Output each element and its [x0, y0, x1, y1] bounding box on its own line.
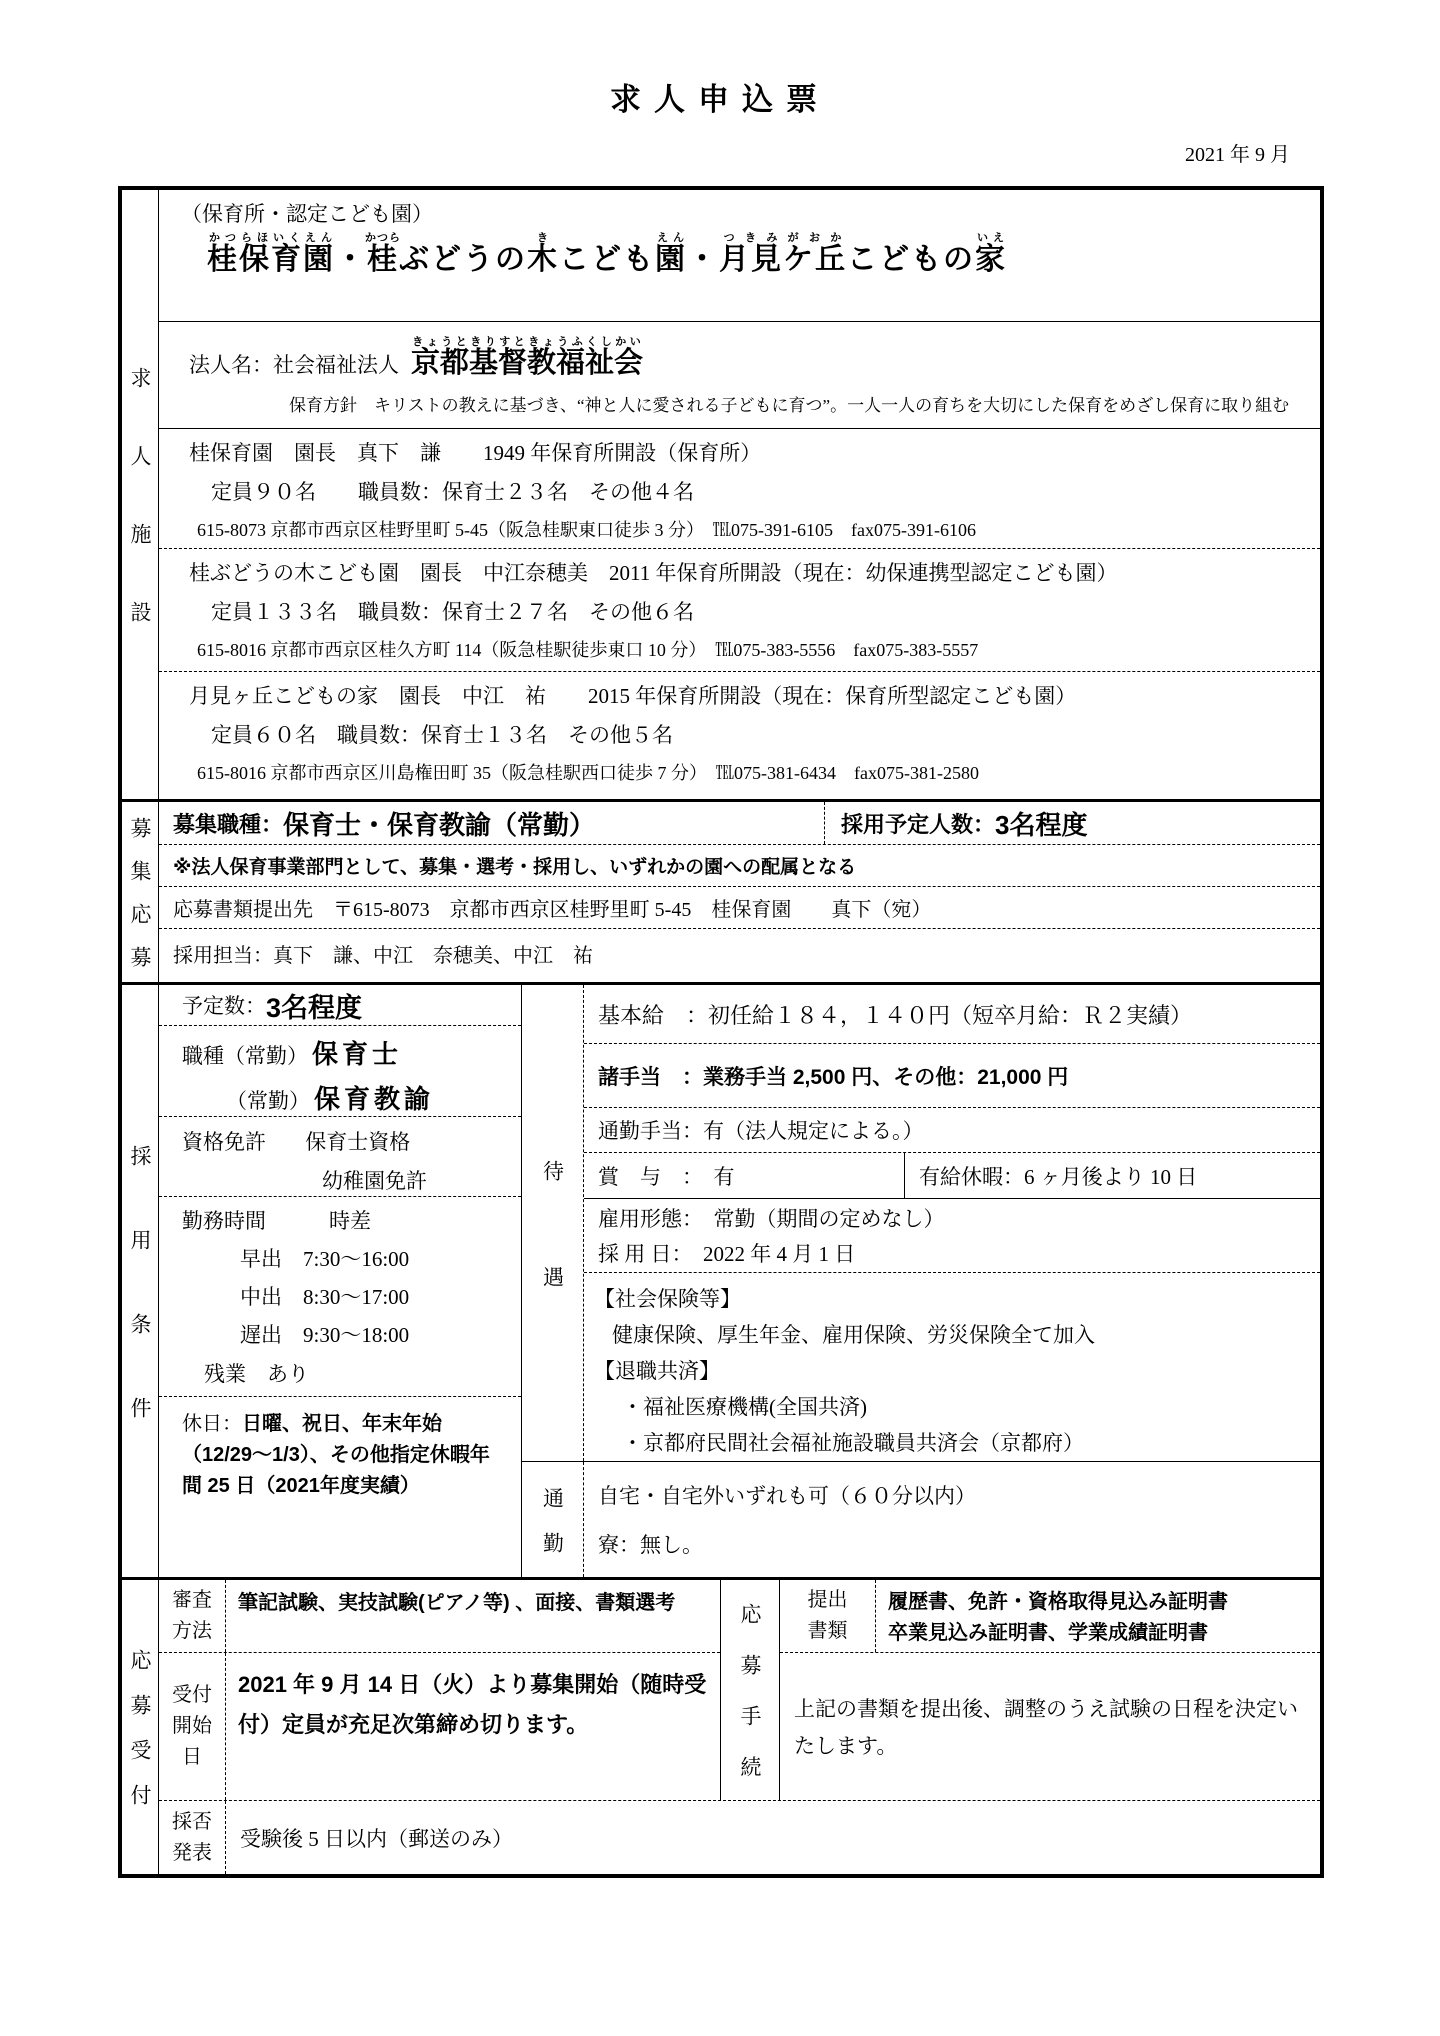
section-obo-uketsuke [122, 1577, 1320, 1874]
corporation-line [189, 336, 1310, 381]
base-salary-row: 基本給 ：初任給１８４，１４０円（短卒月給：Ｒ２実績） [584, 985, 1320, 1044]
employment-type-row [584, 1198, 1320, 1272]
qualification-label: 資格免許 [182, 1130, 266, 1154]
facility-2-address: 615-8016 京都市西京区桂久方町 114（阪急桂駅徒歩東口 10 分） ℡075-383-5556 fax075-383-5557 [197, 640, 979, 660]
facility-1-overview: 桂保育園 園長 真下 謙 1949 年保育所開設（保育所） [189, 441, 762, 465]
submit-documents-line-1: 履歴書、免許・資格取得見込み証明書 [888, 1591, 1228, 1613]
submit-documents-row [780, 1580, 1320, 1652]
qualification-line-1 [182, 1126, 521, 1156]
holidays-value: 日曜、祝日、年末年始（12/29～1/3）、その他指定休暇年間 25 日（2021年度実績） [182, 1413, 490, 1497]
band-label-obo-tetsuzuki: 応募手続 [720, 1580, 780, 1800]
qualification-cell [159, 1117, 521, 1197]
band-label-kyujin-shisetsu: 求人施設 [122, 190, 159, 799]
allowances-row: 諸手当 ：業務手当 2,500 円、その他：21,000 円 [584, 1044, 1320, 1107]
form-title: 求人申込票 [610, 82, 830, 117]
facility-1-capacity: 定員９０名 職員数：保育士２３名 その他４名 [211, 480, 694, 504]
screening-method-label: 審査方法 [159, 1580, 226, 1652]
holidays-label: 休日： [182, 1413, 242, 1435]
submit-documents-value [876, 1580, 1320, 1652]
band-label-boshu-obo: 募集応募 [122, 802, 159, 982]
uketsuke-right-column [780, 1580, 1320, 1800]
recruit-type-row [159, 802, 1320, 844]
facility-1-address: 615-8073 京都市西京区桂野里町 5-45（阪急桂駅東口徒歩 3 分） ℡075-391-6105 fax075-391-6106 [197, 520, 976, 540]
corporation-name: 京都基督教福祉会きょうときりすときょうふくしかい [411, 336, 644, 379]
job-type-line-2: （常勤） 保育教諭 [226, 1084, 435, 1114]
assignment-note: ※法人保育事業部門として、募集・選考・採用し、いずれかの園への配属となる [159, 844, 1320, 886]
insurance-cell [584, 1272, 1320, 1461]
working-hours-cell [159, 1197, 521, 1397]
screening-method-row [159, 1580, 720, 1652]
band-label-taigu: 待遇 [522, 985, 584, 1461]
commute-content [584, 1462, 1320, 1577]
facility-2-overview: 桂ぶどうの木こども園 園長 中江奈穂美 2011 年保育所開設（現在：幼保連携型認定こども園） [189, 561, 1118, 585]
corporation-label: 法人名：社会福祉法人 [189, 353, 399, 377]
commute-line-2: 寮：無し。 [598, 1532, 703, 1557]
uketsuke-left-column [159, 1580, 720, 1800]
result-announcement-value: 受験後 5 日以内（郵送のみ） [240, 1826, 513, 1851]
recruit-type-cell [159, 802, 824, 844]
result-announcement-row [159, 1800, 1320, 1874]
joken-content [159, 985, 1320, 1577]
benefits-content [584, 985, 1320, 1461]
facility-3-details [159, 672, 1320, 799]
shift-late: 遅出 9:30～18:00 [240, 1323, 410, 1347]
planned-count-label: 予定数： [182, 994, 266, 1018]
recruit-type-value: 保育士・保育教諭（常勤） [283, 809, 596, 840]
uketsuke-upper-rows [159, 1580, 1320, 1807]
planned-hires-label: 採用予定人数： [841, 811, 996, 837]
result-announcement-label: 採否発表 [159, 1801, 226, 1874]
retirement-mutual-item-2: ・京都府民間社会福祉施設職員共済会（京都府） [622, 1431, 1084, 1455]
job-type-cell [159, 1026, 521, 1117]
facility-1-details [159, 429, 1320, 549]
commute-line-1: 自宅・自宅外いずれも可（６０分以内） [598, 1484, 976, 1509]
paid-leave-cell: 有給休暇：6 ヶ月後より 10 日 [904, 1153, 1320, 1198]
facility-3-capacity: 定員６０名 職員数：保育士１３名 その他５名 [211, 723, 673, 747]
form-date: 2021 年 9 月 [1185, 144, 1290, 166]
commute-section [522, 1461, 1320, 1577]
overtime-note: 残業 あり [204, 1362, 309, 1386]
facility-3-overview: 月見ヶ丘こどもの家 園長 中江 祐 2015 年保育所開設（現在：保育所型認定こども園） [189, 684, 1077, 708]
facility-category: （保育所・認定こども園） [181, 202, 433, 226]
facility-2-capacity: 定員１３３名 職員数：保育士２７名 その他６名 [211, 600, 694, 624]
acceptance-start-label: 受付開始日 [159, 1653, 226, 1800]
acceptance-start-value: 2021 年 9 月 14 日（火）より募集開始（随時受付）定員が充足次第締め切ります。 [238, 1672, 707, 1737]
joken-right-column [522, 985, 1320, 1577]
submit-documents-label: 提出書類 [780, 1580, 876, 1652]
working-hours-title: 勤務時間 時差 [182, 1209, 371, 1233]
joken-left-column [159, 985, 522, 1577]
facility-3-address: 615-8016 京都市西京区川島権田町 35（阪急桂駅西口徒歩 7 分） ℡075-381-6434 fax075-381-2580 [197, 763, 979, 783]
retirement-mutual-title: 【退職共済】 [594, 1359, 720, 1383]
section-saiyo-joken [122, 982, 1320, 1577]
facility-name: 桂保育園かつらほいくえん・桂かつらぶどうの木きこども園えん・月見ケ丘つきみがおかこどもの家いえ [207, 232, 1007, 276]
procedure-note: 上記の書類を提出後、調整のうえ試験の日程を決定いたします。 [780, 1652, 1320, 1800]
holidays-cell [159, 1397, 521, 1577]
employment-type: 雇用形態： 常勤（期間の定めなし） [598, 1207, 945, 1232]
commute-allowance-row: 通勤手当：有（法人規定による。） [584, 1108, 1320, 1154]
screening-method-value: 筆記試験、実技試験(ピアノ等) 、面接、書類選考 [238, 1592, 676, 1614]
social-insurance-body: 健康保険、厚生年金、雇用保険、労災保険全て加入 [612, 1323, 1095, 1347]
social-insurance-title: 【社会保険等】 [594, 1287, 741, 1311]
application-form-table [118, 186, 1324, 1878]
qualification-value-1: 保育士資格 [305, 1130, 411, 1154]
section-kyujin-shisetsu [122, 190, 1320, 799]
corporation-cell [159, 322, 1320, 429]
band-label-obo-uketsuke: 応募受付 [122, 1580, 159, 1874]
hiring-contacts: 採用担当：真下 謙、中江 奈穂美、中江 祐 [159, 928, 1320, 982]
planned-count-cell [159, 985, 521, 1026]
band-label-tsukin: 通勤 [522, 1462, 584, 1577]
planned-count-value: 3名程度 [266, 992, 363, 1023]
planned-hires-value: 3名程度 [995, 809, 1088, 840]
benefits-section [522, 985, 1320, 1461]
acceptance-start-row [159, 1652, 720, 1800]
application-submit-address: 応募書類提出先 〒615-8073 京都市西京区桂野里町 5-45 桂保育園 真下（宛） [159, 886, 1320, 928]
shift-middle: 中出 8:30～17:00 [240, 1285, 410, 1309]
hire-date: 採 用 日： 2022 年 4 月 1 日 [598, 1241, 856, 1266]
boshu-content [159, 802, 1320, 982]
bonus-cell: 賞 与 ： 有 [598, 1164, 735, 1189]
retirement-mutual-item-1: ・福祉医療機構(全国共済) [622, 1395, 867, 1419]
uketsuke-content [159, 1580, 1320, 1874]
facility-2-details [159, 549, 1320, 672]
planned-hires-cell [824, 802, 1320, 844]
bonus-leave-row [584, 1153, 1320, 1198]
job-type-line-1: 職種（常勤） 保育士 [182, 1039, 403, 1069]
facility-name-cell [159, 190, 1320, 322]
qualification-value-2: 幼稚園免許 [322, 1169, 427, 1193]
recruit-type-label: 募集職種： [173, 811, 284, 837]
section-boshu-obo [122, 799, 1320, 989]
band-label-saiyo-joken: 採用条件 [122, 985, 159, 1577]
shift-early: 早出 7:30～16:00 [240, 1247, 410, 1271]
submit-documents-line-2: 卒業見込み証明書、学業成績証明書 [888, 1622, 1208, 1644]
childcare-policy: 保育方針 キリストの教えに基づき、“神と人に愛される子どもに育つ”。一人一人の育ちを大切にした保育をめざし保育に取り組む [289, 396, 1290, 415]
kyujin-content [159, 190, 1320, 799]
